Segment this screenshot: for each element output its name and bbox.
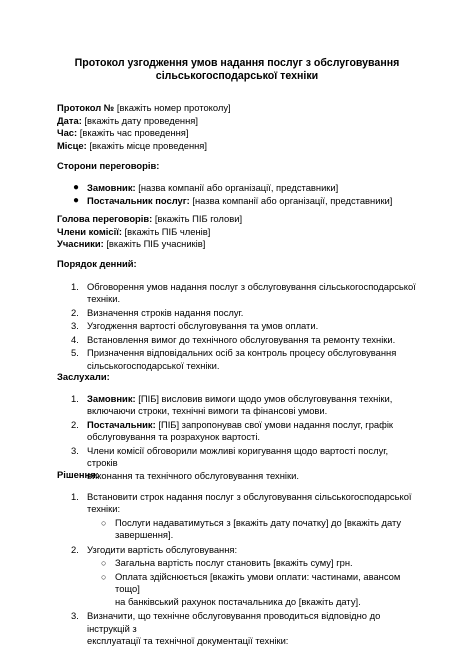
- agenda-section: [57, 258, 417, 372]
- agenda-heading: Порядок денний:: [57, 258, 137, 269]
- list-item: 3. Члени комісії обговорили можливі коригування щодо вартості послуг, строків виконання та технічного обслуговування техніки.: [71, 444, 389, 481]
- list-item: 5. Призначення відповідальних осіб за контроль процесу обслуговування сільськогосподарської техніки.: [71, 347, 397, 371]
- sub-list: [57, 557, 417, 608]
- list-item: 4. Встановлення вимог до технічного обслуговування та ремонту техніки.: [71, 333, 396, 345]
- document-title: [57, 57, 417, 82]
- meta-protocol-number: Протокол № [вкажіть номер протоколу]: [57, 102, 231, 113]
- parties-section: [57, 160, 417, 207]
- heard-section: [57, 371, 417, 482]
- sub-list-item: ○ Послуги надаватимуться з [вкажіть дату початку] до [вкажіть дату завершення].: [101, 516, 402, 540]
- list-item: 2. Узгодити вартість обслуговування: ○ Загальна вартість послуг становить [вкажіть суму] грн. ○ Оплата здійснюється [вкажіть умови оплати: частинами, авансом тощо] на банківський рахунок постачальника до [вкажіть дату].: [57, 544, 417, 609]
- list-item: 1. Встановити строк надання послуг з обслуговування сільськогосподарської техніки: ○ Послуги надаватимуться з [вкажіть дату початку] до [вкажіть дату завершення].: [57, 491, 417, 542]
- circle-bullet-icon: ○: [101, 558, 107, 568]
- list-item: 3. Визначити, що технічне обслуговування проводиться відповідно до інструкцій з експлуатації та технічної документації техніки:: [71, 610, 381, 646]
- parties-list: [57, 182, 417, 208]
- title-line-2: сільськогосподарської техніки: [155, 69, 319, 82]
- parties-heading: Сторони переговорів:: [57, 160, 160, 171]
- title-line-1: Протокол узгодження умов надання послуг з обслуговування: [74, 57, 400, 69]
- sub-list-item: ○ Оплата здійснюється [вкажіть умови оплати: частинами, авансом тощо] на банківський рахунок постачальника до [вкажіть дату].: [101, 570, 401, 607]
- list-item: ● Замовник: [назва компанії або організації, представники]: [73, 181, 339, 193]
- meta-time: Час: [вкажіть час проведення]: [57, 127, 189, 138]
- list-item: 3. Узгодження вартості обслуговування та умов оплати.: [71, 320, 319, 331]
- agenda-list: [57, 281, 417, 373]
- heard-heading: Заслухали:: [57, 371, 110, 382]
- meta-date: Дата: [вкажіть дату проведення]: [57, 114, 198, 126]
- officials-block: [57, 213, 417, 251]
- list-item: 2. Постачальник: [ПІБ] запропонував свої умови надання послуг, графік обслуговування та розрахунок вартості.: [71, 418, 394, 442]
- list-item: 1. Обговорення умов надання послуг з обслуговування сільськогосподарської техніки.: [71, 280, 416, 304]
- officials-members: Члени комісії: [вкажіть ПІБ членів]: [57, 225, 211, 237]
- list-item: 2. Визначення строків надання послуг.: [71, 306, 244, 318]
- officials-participants: Учасники: [вкажіть ПІБ учасників]: [57, 238, 206, 249]
- bullet-icon: ●: [73, 181, 80, 193]
- decisions-heading: Рішення:: [57, 469, 99, 480]
- list-item: ● Постачальник послуг: [назва компанії або організації, представники]: [73, 194, 393, 206]
- officials-chair: Голова переговорів: [вкажіть ПІБ голови]: [57, 213, 243, 224]
- decisions-list: [57, 491, 417, 648]
- circle-bullet-icon: ○: [101, 517, 107, 528]
- sub-list-item: ○ Загальна вартість послуг становить [вкажіть суму] грн.: [101, 557, 353, 568]
- list-item: 1. Замовник: [ПІБ] висловив вимоги щодо умов обслуговування техніки, включаючи строки, технічні вимоги та фінансові умови.: [71, 392, 393, 416]
- meta-block: [57, 102, 417, 152]
- circle-bullet-icon: ○: [101, 571, 107, 582]
- meta-place: Місце: [вкажіть місце проведення]: [57, 139, 207, 151]
- bullet-icon: ●: [73, 194, 80, 206]
- decisions-section: [57, 469, 417, 648]
- sub-list: [57, 517, 417, 542]
